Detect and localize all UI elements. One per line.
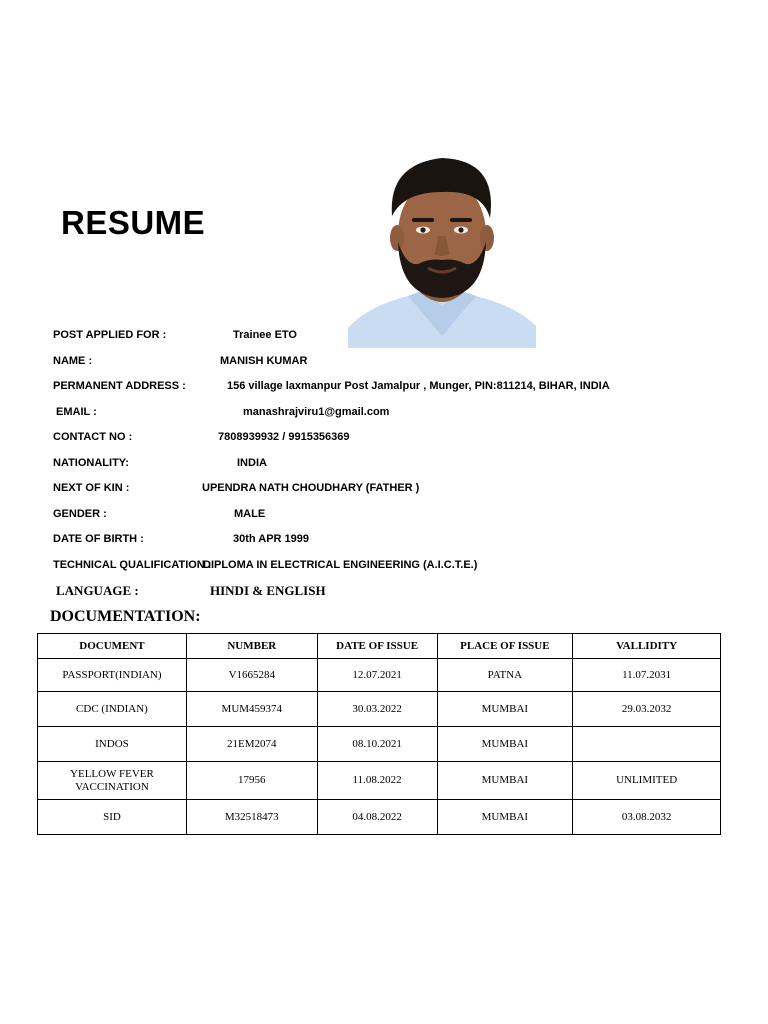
table-cell: MUM459374 [186, 692, 317, 727]
table-cell: 08.10.2021 [317, 727, 437, 762]
field-value: INDIA [237, 457, 267, 469]
table-header-row [38, 634, 721, 659]
table-cell: MUMBAI [437, 692, 573, 727]
table-cell: INDOS [38, 727, 187, 762]
table-row [38, 800, 721, 835]
table-cell: M32518473 [186, 800, 317, 835]
table-cell: 21EM2074 [186, 727, 317, 762]
column-header-place-of-issue: PLACE OF ISSUE [437, 634, 573, 659]
table-row [38, 692, 721, 727]
field-value: Trainee ETO [233, 329, 297, 341]
field-label: DATE OF BIRTH : [53, 533, 144, 545]
field-label: CONTACT NO : [53, 431, 133, 443]
field-value: DIPLOMA IN ELECTRICAL ENGINEERING (A.I.C.T.E.) [203, 559, 478, 571]
column-header-number: NUMBER [186, 634, 317, 659]
table-cell: 29.03.2032 [573, 692, 721, 727]
table-cell: 12.07.2021 [317, 659, 437, 692]
table-cell: MUMBAI [437, 800, 573, 835]
field-label: POST APPLIED FOR : [53, 329, 167, 341]
table-cell: SID [38, 800, 187, 835]
field-value: UPENDRA NATH CHOUDHARY (FATHER ) [202, 482, 420, 494]
table-cell: 30.03.2022 [317, 692, 437, 727]
field-label: EMAIL : [56, 406, 97, 418]
field-value: HINDI & ENGLISH [210, 583, 326, 598]
resume-title: RESUME [61, 204, 206, 241]
table-cell: 17956 [186, 762, 317, 800]
column-header-document: DOCUMENT [38, 634, 187, 659]
table-cell: UNLIMITED [573, 762, 721, 800]
table-cell: PASSPORT(INDIAN) [38, 659, 187, 692]
field-label: NATIONALITY: [53, 457, 129, 469]
field-value: 30th APR 1999 [233, 533, 310, 545]
table-row [38, 659, 721, 692]
field-value: 7808939932 / 9915356369 [218, 431, 350, 443]
table-cell: PATNA [437, 659, 573, 692]
field-value: manashrajviru1@gmail.com [243, 406, 390, 418]
column-header-date-of-issue: DATE OF ISSUE [317, 634, 437, 659]
field-value: 156 village laxmanpur Post Jamalpur , Munger, PIN:811214, BIHAR, INDIA [227, 380, 610, 392]
table-cell: MUMBAI [437, 727, 573, 762]
documentation-heading: DOCUMENTATION: [50, 608, 201, 625]
column-header-validity: VALLIDITY [573, 634, 721, 659]
table-cell: 11.07.2031 [573, 659, 721, 692]
profile-photo [348, 146, 536, 348]
documentation-table [37, 633, 721, 835]
field-value: MANISH KUMAR [220, 355, 308, 367]
table-cell: MUMBAI [437, 762, 573, 800]
field-label: TECHNICAL QUALIFICATION : [53, 559, 212, 571]
table-cell: V1665284 [186, 659, 317, 692]
table-cell: CDC (INDIAN) [38, 692, 187, 727]
table-cell: 11.08.2022 [317, 762, 437, 800]
field-label: PERMANENT ADDRESS : [53, 380, 186, 392]
table-row [38, 762, 721, 800]
table-cell: 04.08.2022 [317, 800, 437, 835]
field-label: NEXT OF KIN : [53, 482, 130, 494]
field-label: LANGUAGE : [56, 583, 139, 598]
table-cell: YELLOW FEVER VACCINATION [38, 762, 187, 800]
field-value: MALE [234, 508, 266, 520]
field-label: GENDER : [53, 508, 107, 520]
table-cell: 03.08.2032 [573, 800, 721, 835]
field-label: NAME : [53, 355, 93, 367]
table-row [38, 727, 721, 762]
table-cell [573, 727, 721, 762]
